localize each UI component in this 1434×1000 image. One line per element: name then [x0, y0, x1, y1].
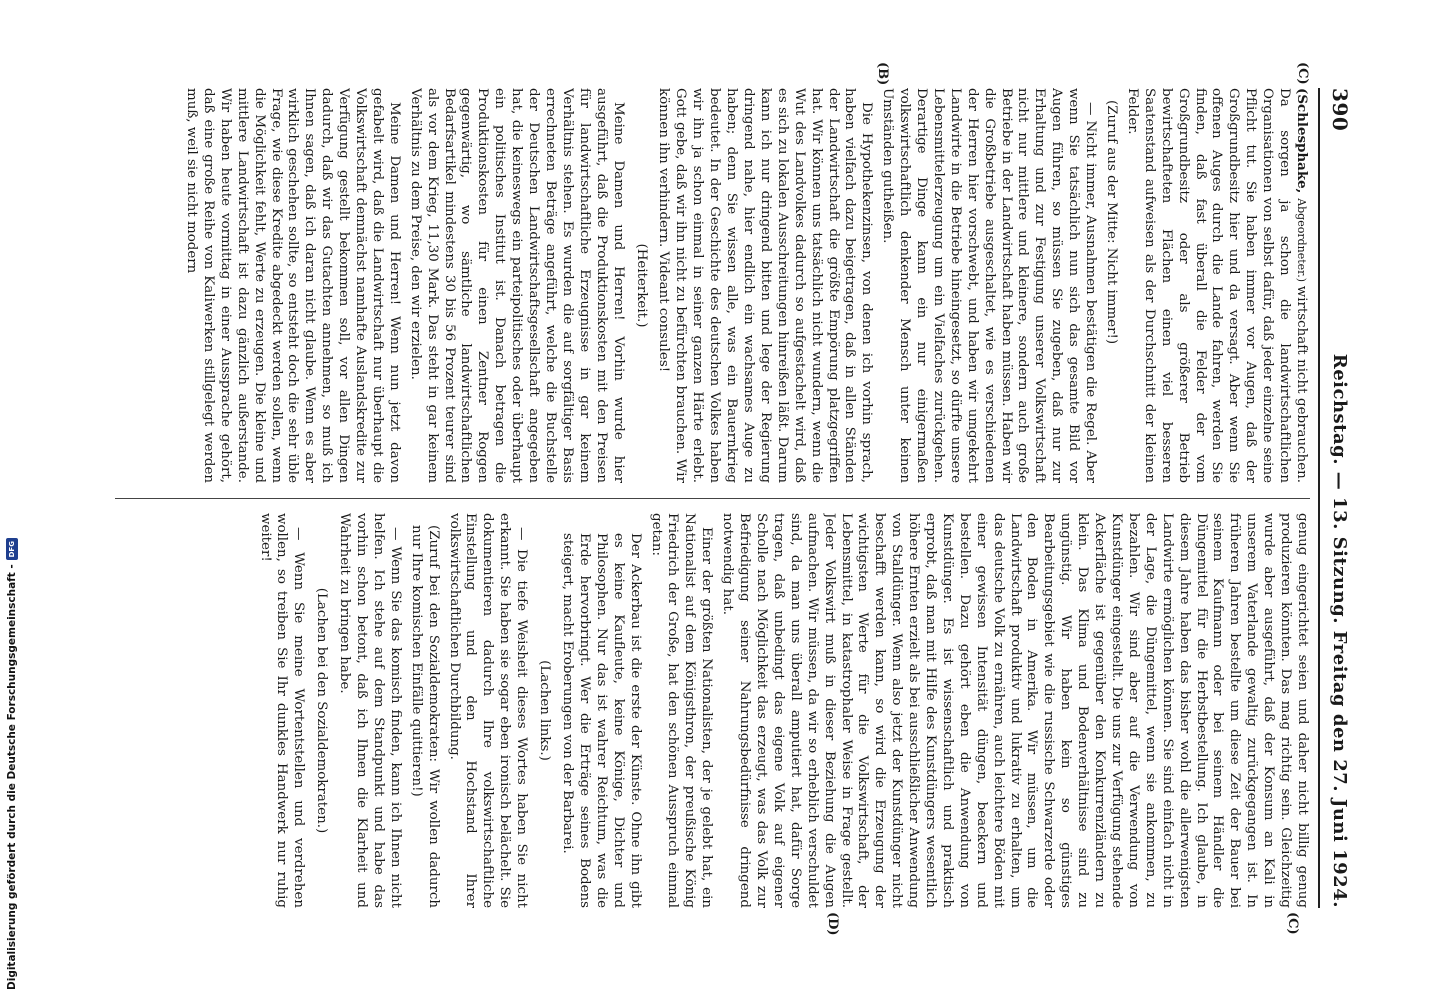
paragraph: Die Hypothekenzinsen, von denen ich vorhin sprach, haben vielfach dazu beigetragen, daß in allen Ständen der Landwirtschaft die größte Empörung platzgegriffen hat. Wir können uns tatsächlich nicht wundern, wenn die Wut des Landvolkes dadurch so aufgestachelt wird, daß es sich zu lokalen Ausschreitungen hinreißen läßt. Darum kann ich nur dringend bitten und lege der Regierung dringend nahe, hier endlich ein wachsames Auge zu haben; denn Sie wissen alle, was ein Bauernkrieg bedeutet. In der Geschichte des deutschen Volkes haben wir ihn ja schon einmal in seiner ganzen Härte erlebt. Gott gebe, daß wir ihn nicht zu befürchten brauchen. Wir können ihn verhindern. Videant consules!	[656, 88, 875, 483]
paragraph: — Wenn Sie meine Wortentstellen und verdrehen wollen, so treiben Sie Ihr dunkles Handwerk nur ruhig weiter!	[257, 513, 307, 908]
page-number: 390	[1328, 88, 1352, 132]
speaker-role: Abgeordneter.)	[1295, 198, 1308, 286]
paragraph: Einer der größten Nationalisten, der je gelebt hat, ein Nationalist auf dem Königsthron, der preußische König Friedrich der Große, hat den schönen Ausspruch einmal getan:	[648, 513, 715, 908]
digitization-footer	[4, 520, 20, 990]
paragraph: — Nicht immer, Ausnahmen bestätigen die Regel. Aber wenn Sie tatsächlich nun sich das gesamte Bild vor Augen führen, so müssen Sie zugeben, daß nur zur Erhaltung und zur Festigung unserer Volkswirtschaft nicht nur mittlere und kleinere, sondern auch große Betriebe in der Landwirtschaft haben müssen. Haben wir die Großbetriebe ausgeschaltet, wie es verschiedenen der Herren hier vorschwebt, und haben wir umgekehrt Landwirte in die Betriebe hineingesetzt, so dürfte unsere Lebensmittelerzeugung um ein Vielfaches zurückgehen. Derartige Dinge kann ein nur einigermaßen volkswirtschaftlich denkender Mensch unter keinen Umständen gutheißen.	[880, 88, 1099, 483]
margin-marker-c-left: (C)	[1295, 62, 1310, 85]
stage-direction: (Heiterkeit.)	[633, 243, 649, 328]
paragraph: Meine Damen und Herren! Vorhin wurde hier ausgeführt, daß die Produktionskosten mit den Preisen für landwirtschaftliche Erzeugnisse in gar keinem Verhältnis stehen. Es wurden die auf sorgfältiger Basis errechneten Beträge angeführt, welche die Buchstelle der Deutschen Landwirtschaftsgesellschaft angegeben hat, die keineswegs ein parteipolitisches oder überhaupt ein politisches Institut ist. Danach betragen die Produktionskosten für einen Zentner Roggen gegenwärtig, wo sämtliche landwirtschaftlichen Bedarfsartikel mindestens 30 bis 56 Prozent teurer sind als vor dem Krieg, 11,30 Mark. Das steht in gar keinem Verhältnis zu dem Preise, den wir erzielen.	[407, 88, 626, 483]
margin-marker-d: (D)	[825, 912, 840, 936]
margin-marker-b: (B)	[875, 62, 890, 86]
rotated-document-page	[110, 62, 1360, 936]
quotation: Der Ackerbau ist die erste der Künste. Ohne ihn gibt es keine Kaufleute, keine Könige, Dichter und Philosophen. Nur das ist wahrer Reichtum, was die Erde hervorbringt. Wer die Erträge seines Bodens steigert, macht Eroberungen von der Barbarei.	[560, 533, 643, 908]
paragraph: — Die tiefe Weisheit dieses Wortes haben Sie nicht erkannt. Sie haben sie sogar eben ironisch belächelt. Sie dokumentieren dadurch Ihre volkswirtschaftliche Einstellung und den Hochstand Ihrer volkswirtschaftlichen Durchbildung.	[446, 513, 530, 908]
paragraph: genug eingerichtet seien und daher nicht billig genug produzieren könnten. Das mag richtig sein. Gleichzeitig wurde aber ausgeführt, daß der Konsum an Kali in unserem Vaterlande gewaltig zurückgegangen ist. In früheren Jahren bestellte um diese Zeit der Bauer bei seinem Kaufmann oder bei seinem Händler die Düngemittel für die Herbstbestellung. Ich glaube, in diesem Jahre haben das bisher wohl die allerwenigsten Landwirte ermöglichen können. Sie sind einfach nicht in der Lage, die Düngemittel, wenn sie ankommen, zu bezahlen. Wir sind aber auf die Verwendung von Kunstdünger eingestellt. Die uns zur Verfügung stehende Ackerfläche ist gegenüber den Konkurrenzländern zu klein. Das Klima und Bodenverhältnisse sind zu ungünstig. Wir haben kein so günstiges Bearbeitungsgebiet wie die russische Schwarzerde oder den Boden in Amerika. Wir müssen, um die Landwirtschaft produktiv und lukrativ zu erhalten, um das deutsche Volk zu ernähren, auch leichtere Böden mit einer gewissen Intensität düngen, beackern und bestellen. Dazu gehört eben die Anwendung von Kunstdünger. Es ist wissenschaftlich und praktisch erprobt, daß man mit Hilfe des Kunstdüngers wesentlich höhere Ernten erzielt als bei ausschließlicher Anwendung von Stalldünger. Wenn also jetzt der Kunstdünger nicht beschafft werden kann, so wird die Erzeugung der wichtigsten Werte für die Volkswirtschaft, der Lebensmittel, in katastrophaler Weise in Frage gestellt. Jeder Volkswirt muß in dieser Beziehung die Augen aufmachen. Wir müssen, da wir so erheblich verschuldet sind, da man uns überall amputiert hat, dafür Sorge tragen, daß unbedingt das eigene Volk auf eigener Scholle nach Möglichkeit das erzeugt, was das Volk zur Befriedigung seiner Nahrungsbedürfnisse dringend notwendig hat.	[720, 513, 1310, 908]
paragraph: Meine Damen und Herren! Wenn nun jetzt davon gefabelt wird, daß die Landwirtschaft nur überhaupt die Volkswirtschaft demnächst namhafte Auslandskredite zur Verfügung gestellt bekommen soll, vor allen Dingen dadurch, daß wir das Gutachten annehmen, so muß ich Ihnen sagen, daß ich daran nicht glaube. Wenn es aber wirklich geschehen sollte, so entsteht doch die sehr üble Frage, wie diese Kredite abgedeckt werden sollen, wenn die Möglichkeit fehlt, Werte zu erzeugen. Die kleine und mittlere Landwirtschaft ist dazu gänzlich außerstande. Wir haben heute vormittag in einer Aussprache gehört, daß eine große Reihe von Kaliwerken stillgelegt werden muß, weil sie nicht modern	[184, 88, 402, 483]
header-title: Reichstag. — 13. Sitzung. Freitag den 27. Juni 1924.	[1329, 353, 1351, 908]
stage-direction: (Lachen links.)	[537, 660, 553, 761]
left-column	[115, 88, 1310, 483]
column-divider	[115, 498, 1310, 499]
paragraph: — Wenn Sie das komisch finden, kann ich Ihnen nicht helfen. Ich stehe auf dem Standpunkt und habe das vorhin schon betont, daß ich Ihnen die Klarheit und Wahrheit zu bringen habe.	[337, 513, 403, 908]
stage-direction: (Lachen bei den Sozialdemokraten.)	[314, 587, 330, 834]
right-column	[115, 513, 1310, 908]
interjection: (Zuruf bei den Sozialdemokraten: Wir wollen dadurch nur Ihre komischen Einfälle quittieren!)	[408, 525, 441, 908]
speaker-name: (Schlesphake,	[1294, 88, 1310, 199]
footer-text: Digitalisierung gefördert durch die Deutsche Forschungsgemeinschaft -	[6, 564, 18, 990]
speaker-paragraph	[1123, 88, 1310, 483]
page-header	[1318, 88, 1360, 908]
dfg-logo-icon: DFG	[6, 538, 18, 560]
paragraph-text: wirtschaft nicht gebrauchen. Da sorgen ja schon die landwirtschaftlichen Organisationen von selbst dafür, daß jeder einzelne seine Pflicht tut. Sie haben immer vor Augen, daß der Großgrundbesitz hier und da versagt. Aber wenn Sie offenen Auges durch die Lande fahren, werden Sie finden, daß fast überall die Felder der vom Großgrundbesitz oder als größerer Betrieb bewirtschafteten Flächen einen viel besseren Saatenstand aufweisen als der Durchschnitt der kleinen Felder.	[1124, 88, 1309, 483]
margin-marker-c: (C)	[1285, 912, 1300, 935]
interjection: (Zuruf aus der Mitte: Nicht immer!)	[1104, 100, 1120, 345]
